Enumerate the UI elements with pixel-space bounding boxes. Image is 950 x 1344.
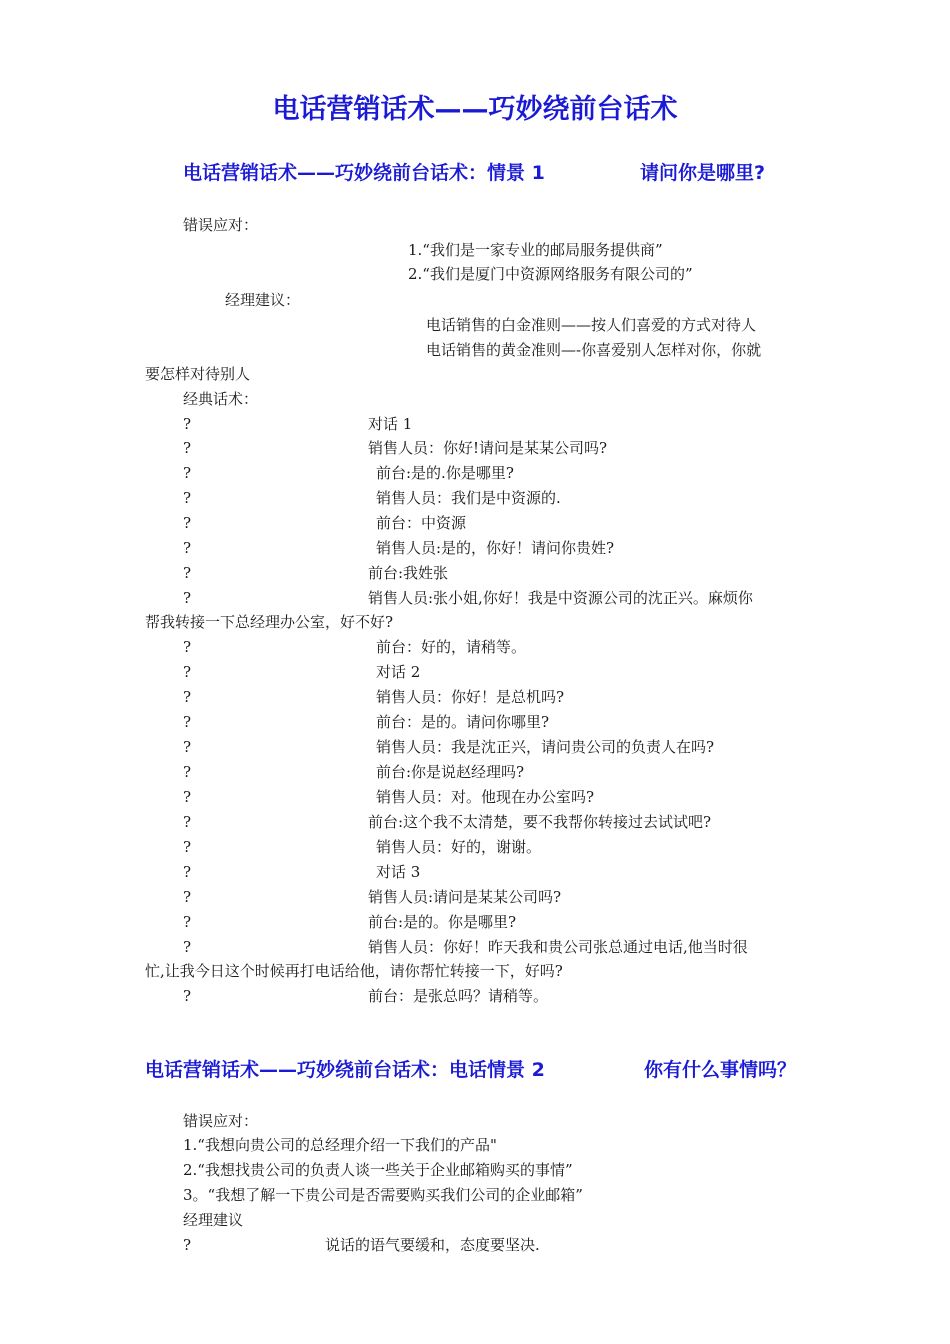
bullet-marker: ? [183, 788, 192, 806]
wrong-response-item: 1.“我想向贵公司的总经理介绍一下我们的产品" [183, 1136, 497, 1154]
section1-heading: 电话营销话术——巧妙绕前台话术：情景 1 [183, 162, 545, 184]
bullet-marker: ? [183, 913, 192, 931]
dialogue-line: 前台:我姓张 [368, 564, 449, 582]
bullet-marker: ? [183, 464, 192, 482]
bullet-marker: ? [183, 838, 192, 856]
bullet-marker: ? [183, 987, 192, 1005]
section2-question: 你有什么事情吗？ [644, 1059, 797, 1081]
advice-line: 要怎样对待别人 [145, 365, 251, 383]
classic-script-label: 经典话术： [183, 390, 259, 408]
bullet-marker: ? [183, 415, 192, 433]
advice-line: 电话销售的黄金准则—-你喜爱别人怎样对你，你就 [426, 341, 762, 359]
dialogue-line: 对话 3 [376, 863, 421, 881]
dialogue-line: 前台：中资源 [376, 514, 467, 532]
wrong-response-item: 3。“我想了解一下贵公司是否需要购买我们公司的企业邮箱” [183, 1186, 583, 1204]
wrong-response-item: 2.“我想找贵公司的负责人谈一些关于企业邮箱购买的事情” [183, 1161, 573, 1179]
dialogue-line: 销售人员:张小姐,你好！我是中资源公司的沈正兴。麻烦你 [368, 589, 753, 607]
bullet-marker: ? [183, 589, 192, 607]
bullet-marker: ? [183, 514, 192, 532]
manager-advice-label: 经理建议 [183, 1211, 244, 1229]
advice-line: 电话销售的白金准则——按人们喜爱的方式对待人 [426, 316, 757, 334]
dialogue-line: 销售人员：好的，谢谢。 [376, 838, 542, 856]
dialogue-line: 前台:这个我不太清楚，要不我帮你转接过去试试吧? [368, 813, 712, 831]
wrong-response-label: 错误应对： [183, 216, 259, 234]
bullet-marker: ? [183, 938, 192, 956]
bullet-marker: ? [183, 688, 192, 706]
dialogue-line: 销售人员：你好!请问是某某公司吗? [368, 439, 608, 457]
dialogue-line: 销售人员：我们是中资源的. [376, 489, 561, 507]
bullet-marker: ? [183, 1236, 192, 1254]
bullet-marker: ? [183, 439, 192, 457]
page-title: 电话营销话术——巧妙绕前台话术 [272, 94, 678, 125]
dialogue-line: 销售人员:是的，你好！请问你贵姓? [376, 539, 615, 557]
dialogue-line: 前台：好的，请稍等。 [376, 638, 527, 656]
dialogue-line: 前台：是张总吗？请稍等。 [368, 987, 549, 1005]
bullet-marker: ? [183, 763, 192, 781]
section1-question: 请问你是哪里? [640, 162, 766, 184]
dialogue-line: 前台:是的。你是哪里? [368, 913, 517, 931]
wrong-response-label: 错误应对： [183, 1112, 259, 1130]
bullet-marker: ? [183, 888, 192, 906]
wrong-response-item: 1.“我们是一家专业的邮局服务提供商” [408, 241, 663, 259]
dialogue-line: 前台:是的.你是哪里? [376, 464, 514, 482]
dialogue-line: 对话 1 [368, 415, 413, 433]
manager-advice-label: 经理建议： [225, 291, 301, 309]
bullet-marker: ? [183, 539, 192, 557]
bullet-marker: ? [183, 863, 192, 881]
dialogue-line: 销售人员：你好！是总机吗? [376, 688, 565, 706]
dialogue-line: 前台：是的。请问你哪里? [376, 713, 550, 731]
bullet-marker: ? [183, 813, 192, 831]
dialogue-line: 销售人员：对。他现在办公室吗? [376, 788, 595, 806]
dialogue-line: 销售人员:请问是某某公司吗? [368, 888, 562, 906]
section2-heading: 电话营销话术——巧妙绕前台话术：电话情景 2 [145, 1059, 545, 1081]
bullet-marker: ? [183, 564, 192, 582]
dialogue-line: 销售人员：我是沈正兴，请问贵公司的负责人在吗? [376, 738, 715, 756]
dialogue-line: 对话 2 [376, 663, 421, 681]
bullet-marker: ? [183, 489, 192, 507]
bullet-marker: ? [183, 713, 192, 731]
bullet-marker: ? [183, 738, 192, 756]
advice-line: 说话的语气要缓和，态度要坚决. [325, 1236, 540, 1254]
dialogue-line: 前台:你是说赵经理吗? [376, 763, 525, 781]
dialogue-line: 销售人员：你好！昨天我和贵公司张总通过电话,他当时很 [368, 938, 748, 956]
wrong-response-item: 2.“我们是厦门中资源网络服务有限公司的” [408, 265, 693, 283]
dialogue-line-continued: 帮我转接一下总经理办公室，好不好? [145, 613, 394, 631]
bullet-marker: ? [183, 663, 192, 681]
bullet-marker: ? [183, 638, 192, 656]
dialogue-line-continued: 忙,让我今日这个时候再打电话给他，请你帮忙转接一下，好吗? [145, 962, 563, 980]
